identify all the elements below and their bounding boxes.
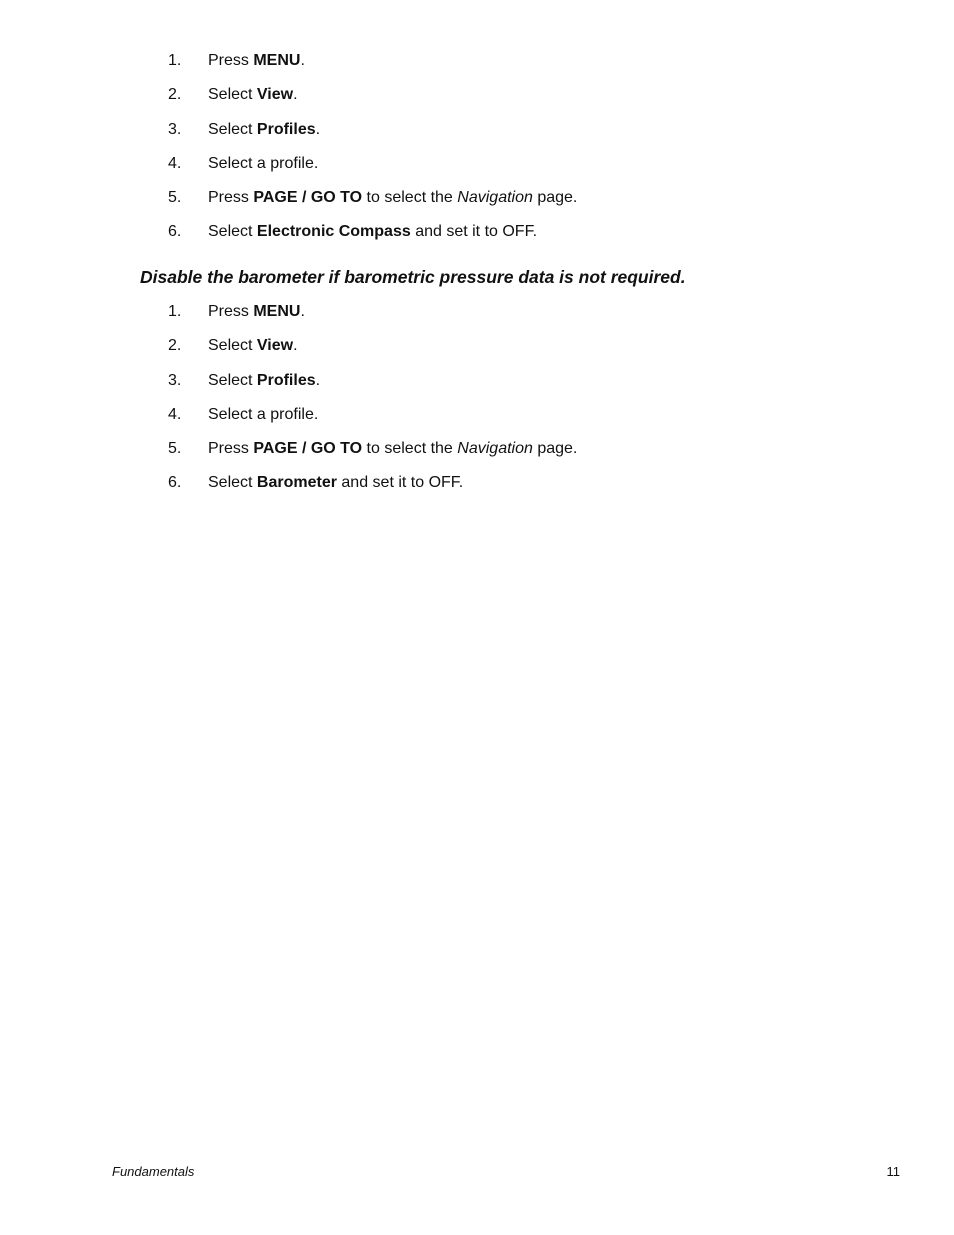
footer-page-number: 11	[886, 1164, 900, 1179]
page-name: Navigation	[457, 440, 533, 458]
step-number: 6.	[168, 223, 182, 241]
step-number: 1.	[168, 52, 182, 69]
step-number: 5.	[168, 189, 182, 207]
step-text: Select a profile.	[208, 405, 319, 423]
page-name: Navigation	[457, 189, 533, 207]
ui-term: Barometer	[256, 474, 337, 492]
ui-term: MENU	[253, 303, 301, 320]
ui-term: PAGE / GO TO	[253, 189, 363, 207]
step-number: 6.	[168, 474, 182, 492]
step-text: Press PAGE / GO TO to select the Navigation page.	[208, 189, 578, 207]
footer-section-name: Fundamentals	[112, 1164, 195, 1179]
step-text: Press MENU.	[208, 303, 305, 320]
step-number: 2.	[168, 337, 182, 355]
step-number: 5.	[168, 440, 182, 458]
ui-term: Profiles	[256, 120, 316, 138]
step-text: Select Barometer and set it to OFF.	[208, 474, 464, 492]
step-text: Press MENU.	[208, 52, 305, 69]
step-text: Select a profile.	[208, 154, 319, 172]
step-text: Select View.	[208, 86, 298, 104]
step-text: Select Profiles.	[208, 120, 321, 138]
ui-term: Electronic Compass	[256, 223, 411, 241]
step-text: Select Profiles.	[208, 371, 321, 389]
ui-term: MENU	[253, 52, 301, 69]
step-text: Select View.	[208, 337, 298, 355]
ui-term: View	[256, 337, 294, 355]
step-number: 4.	[168, 154, 182, 172]
step-number: 3.	[168, 371, 182, 389]
ui-term: PAGE / GO TO	[253, 440, 363, 458]
ui-term: View	[256, 86, 294, 104]
step-number: 2.	[168, 86, 182, 104]
step-text: Select Electronic Compass and set it to OFF.	[208, 223, 538, 241]
step-text: Press PAGE / GO TO to select the Navigation page.	[208, 440, 578, 458]
step-number: 1.	[168, 303, 182, 320]
step-number: 4.	[168, 405, 182, 423]
ui-term: Profiles	[256, 371, 316, 389]
section-heading: Disable the barometer if barometric pressure data is not required.	[140, 267, 686, 287]
step-number: 3.	[168, 120, 182, 138]
